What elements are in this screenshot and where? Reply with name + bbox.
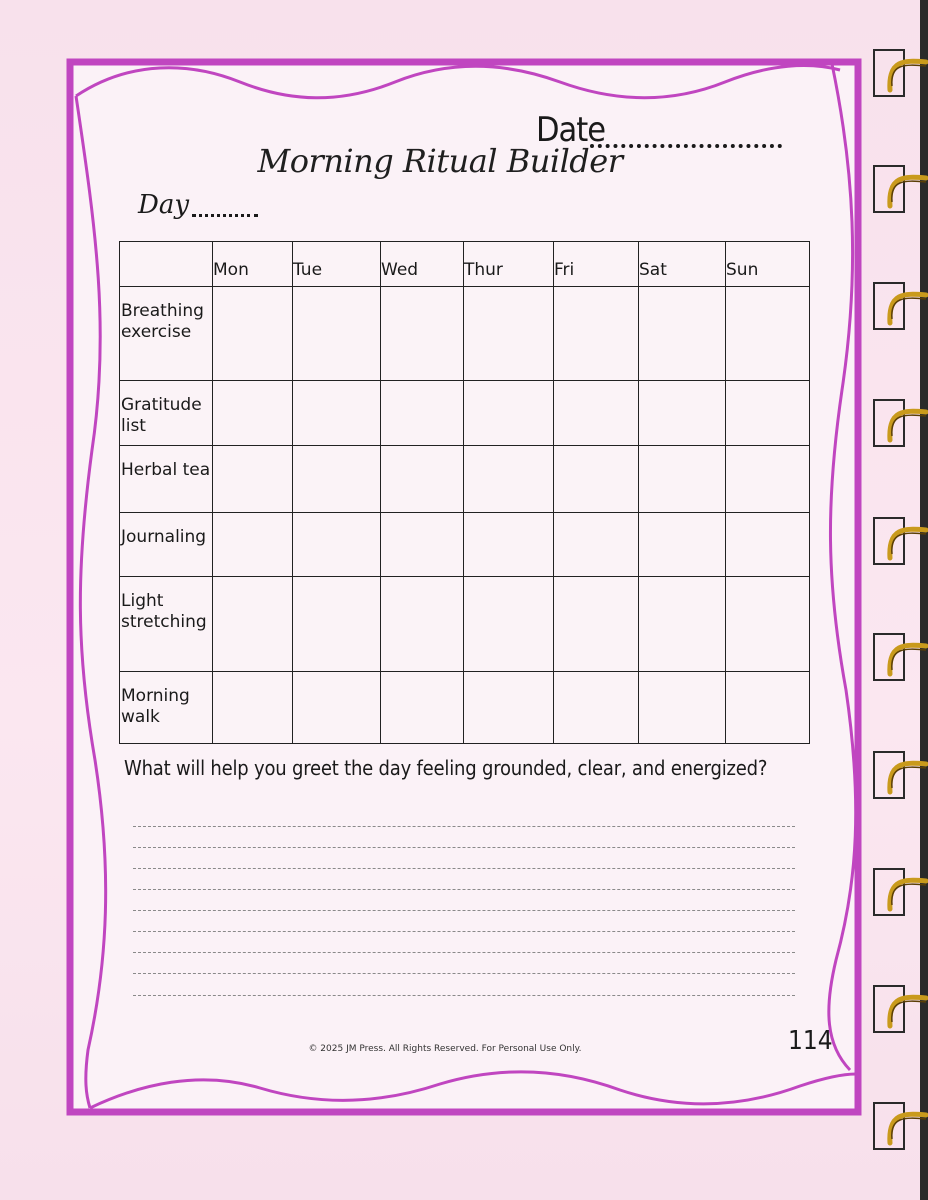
writing-line[interactable] [133,973,795,974]
tracker-cell[interactable] [639,672,726,744]
tracker-cell[interactable] [464,381,554,446]
page-number: 114 [788,1026,833,1056]
tracker-cell[interactable] [726,381,810,446]
tracker-cell[interactable] [464,513,554,577]
binder-ring [874,1103,926,1149]
writing-line[interactable] [133,868,795,869]
tracker-cell[interactable] [639,446,726,513]
tracker-cell[interactable] [293,287,381,381]
tracker-cell[interactable] [554,446,639,513]
tracker-cell[interactable] [381,672,464,744]
tracker-cell[interactable] [381,577,464,672]
tracker-cell[interactable] [464,446,554,513]
table-row [120,513,810,577]
binder-ring [874,166,926,212]
row-label: Journaling [120,513,213,577]
table-header-row [120,242,810,287]
binder-ring [874,752,926,798]
tracker-cell[interactable] [726,513,810,577]
binder-ring [874,869,926,915]
row-label: Light stretching [120,577,213,672]
tracker-cell[interactable] [213,287,293,381]
tracker-cell[interactable] [293,381,381,446]
tracker-cell[interactable] [293,577,381,672]
day-label: Day [138,190,190,220]
tracker-cell[interactable] [639,381,726,446]
tracker-cell[interactable] [639,513,726,577]
tracker-cell[interactable] [554,577,639,672]
column-header: Fri [554,242,639,287]
copyright-notice: © 2025 JM Press. All Rights Reserved. For Personal Use Only. [308,1044,582,1054]
tracker-cell[interactable] [554,381,639,446]
column-header: Tue [293,242,381,287]
row-label: Gratitude list [120,381,213,446]
row-label: Herbal tea [120,446,213,513]
tracker-cell[interactable] [213,513,293,577]
ritual-table [119,241,810,744]
tracker-cell[interactable] [726,446,810,513]
writing-line[interactable] [133,952,795,953]
binder-ring [874,986,926,1032]
tracker-cell[interactable] [381,446,464,513]
tracker-cell[interactable] [213,672,293,744]
tracker-cell[interactable] [639,577,726,672]
column-header: Sat [639,242,726,287]
table-row [120,577,810,672]
tracker-cell[interactable] [726,577,810,672]
date-label: Date [536,110,606,150]
writing-line[interactable] [133,910,795,911]
writing-line[interactable] [133,826,795,827]
tracker-cell[interactable] [726,287,810,381]
writing-line[interactable] [133,847,795,848]
tracker-cell[interactable] [464,287,554,381]
table-row [120,446,810,513]
tracker-cell[interactable] [293,446,381,513]
tracker-cell[interactable] [381,381,464,446]
tracker-cell[interactable] [293,672,381,744]
table-row [120,287,810,381]
tracker-cell[interactable] [639,287,726,381]
tracker-cell[interactable] [213,577,293,672]
writing-line[interactable] [133,889,795,890]
writing-line[interactable] [133,995,795,996]
tracker-cell[interactable] [213,381,293,446]
tracker-cell[interactable] [554,287,639,381]
row-label: Morning walk [120,672,213,744]
corner-cell [120,242,213,287]
tracker-cell[interactable] [293,513,381,577]
row-label: Breathing exercise [120,287,213,381]
table-row [120,381,810,446]
binder-ring [874,400,926,446]
tracker-cell[interactable] [554,672,639,744]
column-header: Wed [381,242,464,287]
table-row [120,672,810,744]
page-title: Morning Ritual Builder [257,142,623,180]
writing-line[interactable] [133,931,795,932]
day-write-line[interactable] [192,214,258,217]
tracker-cell[interactable] [726,672,810,744]
tracker-cell[interactable] [213,446,293,513]
column-header: Mon [213,242,293,287]
tracker-cell[interactable] [554,513,639,577]
tracker-cell[interactable] [381,513,464,577]
tracker-cell[interactable] [464,672,554,744]
binder-ring [874,50,926,96]
column-header: Thur [464,242,554,287]
binder-ring [874,283,926,329]
column-header: Sun [726,242,810,287]
tracker-cell[interactable] [381,287,464,381]
binder-rings [860,0,928,1200]
reflection-question: What will help you greet the day feeling grounded, clear, and energized? [124,756,768,780]
binder-ring [874,634,926,680]
binder-ring [874,518,926,564]
tracker-cell[interactable] [464,577,554,672]
